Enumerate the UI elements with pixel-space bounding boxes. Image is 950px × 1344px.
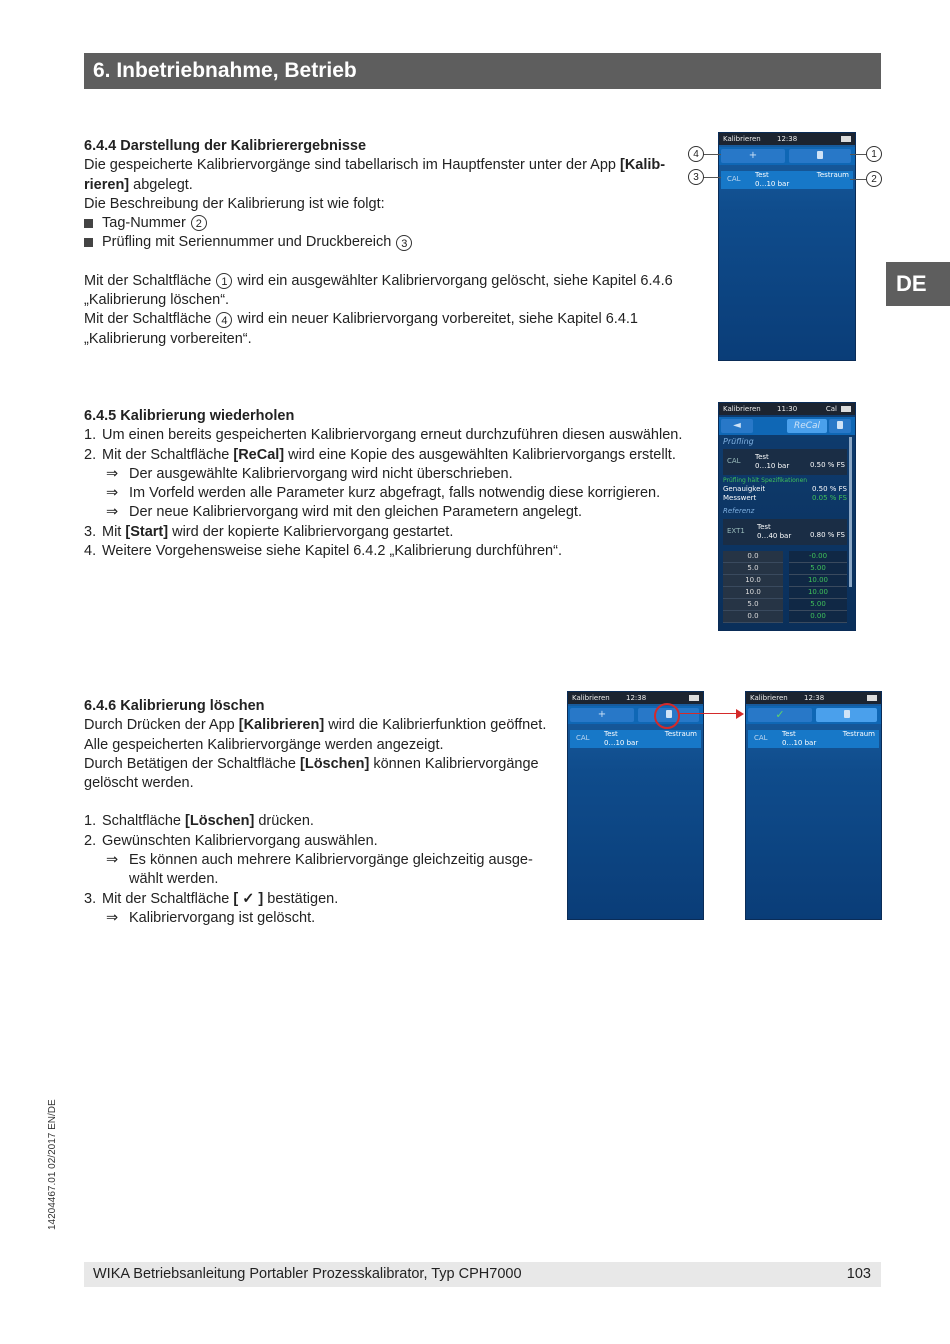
text: Mit der Schaltfläche [84, 272, 216, 289]
text: Mit der Schaltfläche [102, 446, 234, 463]
callout-4: 4 [688, 146, 704, 162]
bullet-item [84, 214, 684, 233]
calibration-row[interactable] [570, 730, 701, 748]
paragraph [84, 272, 684, 291]
dut-name: Test [755, 453, 769, 461]
copy-button[interactable] [829, 419, 851, 433]
recal-button[interactable]: ReCal [787, 419, 827, 433]
tag-number: EXT1 [727, 527, 745, 535]
leader-line [850, 179, 866, 180]
delete-button[interactable] [816, 708, 877, 722]
text-bold: rieren] [84, 176, 130, 193]
setpoint-column [723, 551, 783, 623]
device-screen-recal [718, 402, 856, 631]
status-label: Cal [825, 405, 837, 413]
row-name: Test [782, 730, 796, 738]
result-item: ⇒ Der neue Kalibriervorgang wird mit den gleichen Parametern angelegt. [106, 504, 582, 521]
app-name: Kalibrieren [723, 135, 761, 143]
text: Kalibriervorgang ist gelöscht. [129, 909, 316, 926]
label: Messwert [723, 494, 757, 502]
value: 0.50 % FS [811, 485, 847, 493]
paragraph: Alle gespeicherten Kalibriervorgänge werden angezeigt. [84, 736, 444, 753]
section-heading: 6.4.6 Kalibrierung löschen [84, 698, 265, 714]
text: Der ausgewählte Kalibriervorgang wird nicht überschrieben. [129, 465, 513, 482]
add-button[interactable]: + [570, 708, 634, 722]
callout-number: 3 [396, 235, 412, 251]
text: Der neue Kalibriervorgang wird mit den gleichen Parametern angelegt. [129, 504, 582, 521]
clock: 12:38 [626, 694, 647, 702]
ref-name: Test [757, 523, 771, 531]
list-item: 3. Mit [Start] wird der kopierte Kalibriervorgang gestartet. [84, 523, 454, 540]
text-bold: [Kalib- [620, 157, 666, 174]
text: wird ein ausgewählter Kalibriervorgang gelöscht, siehe Kapitel 6.4.6 [233, 272, 673, 289]
text: Durch Drücken der App [84, 717, 239, 734]
text: gelöscht werden. [84, 775, 194, 792]
section-6-4-6 [84, 697, 554, 928]
callout-number: 1 [216, 273, 232, 289]
text-bold: [Kalibrieren] [238, 717, 325, 734]
row-info [604, 730, 638, 748]
cell: 5.00 [789, 599, 847, 611]
back-button[interactable]: ◄ [721, 419, 753, 433]
leader-line [703, 154, 721, 155]
tag-number: CAL [576, 734, 590, 742]
cell: 10.0 [723, 575, 783, 587]
highlight-circle [654, 703, 680, 729]
ref-accuracy: 0.80 % FS [809, 531, 845, 539]
dut-accuracy: 0.50 % FS [809, 461, 845, 469]
row-info [755, 171, 789, 189]
text: Weitere Vorgehensweise siehe Kapitel 6.4.2 „Kalibrierung durchführen“. [102, 543, 562, 560]
dut-heading: Prüfling [723, 437, 754, 446]
row-location: Testraum [842, 730, 875, 738]
delete-button[interactable] [789, 149, 851, 163]
cell: 5.0 [723, 563, 783, 575]
battery-icon [689, 695, 699, 701]
ref-range: 0…40 bar [757, 532, 792, 540]
text: wird der kopierte Kalibriervorgang gestartet. [168, 523, 454, 540]
reference-card [723, 519, 847, 545]
paragraph [84, 755, 554, 794]
trash-icon [844, 710, 850, 718]
text: wird die Kalibrierfunktion geöffnet. [324, 717, 547, 734]
calibration-row[interactable] [748, 730, 879, 748]
paragraph [84, 156, 684, 195]
arrow-head-icon [736, 709, 744, 719]
text: drücken. [254, 813, 314, 830]
text: Durch Betätigen der Schaltfläche [84, 755, 301, 772]
scrollbar[interactable] [849, 437, 852, 587]
spec-status: Prüfling hält Spezifikationen [723, 477, 808, 484]
text: wird eine Kopie des ausgewählten Kalibriervorgangs erstellt. [284, 446, 676, 463]
text: Gewünschten Kalibriervorgang auswählen. [102, 832, 378, 849]
text: Mit der Schaltfläche [84, 311, 216, 328]
cell: 5.0 [723, 599, 783, 611]
text-bold: [ReCal] [233, 446, 285, 463]
tag-number: CAL [727, 457, 741, 465]
trash-icon [817, 151, 823, 159]
clock: 12:38 [777, 135, 798, 143]
status-bar [719, 133, 855, 145]
reference-heading: Referenz [723, 507, 755, 515]
result-item: ⇒ Es können auch mehrere Kalibriervorgänge gleichzeitig ausge- wählt werden. [106, 852, 533, 888]
app-name: Kalibrieren [750, 694, 788, 702]
section-heading: 6.4.4 Darstellung der Kalibrierergebnisse [84, 138, 367, 154]
toolbar [746, 706, 881, 724]
app-name: Kalibrieren [723, 405, 761, 413]
text: Prüfling mit Seriennummer und Druckbereich [102, 234, 396, 251]
page-number: 103 [846, 1266, 871, 1282]
bullet-item [84, 233, 684, 252]
calibration-row[interactable] [721, 171, 853, 189]
text: Mit [102, 523, 126, 540]
toolbar [719, 147, 855, 165]
callout-1: 1 [866, 146, 882, 162]
language-tab: DE [886, 262, 950, 306]
cell: -0.00 [789, 551, 847, 563]
cell: 10.00 [789, 587, 847, 599]
row-location: Testraum [664, 730, 697, 738]
cell: 0.0 [723, 551, 783, 563]
text: Es können auch mehrere Kalibriervorgänge gleichzeitig ausge- [129, 852, 533, 869]
text: Mit der Schaltfläche [102, 890, 234, 907]
battery-icon [841, 136, 851, 142]
result-item: ⇒ Kalibriervorgang ist gelöscht. [106, 909, 316, 926]
measured-column [789, 551, 847, 623]
text: Um einen bereits gespeicherten Kalibriervorgang erneut durchzuführen diesen auswählen. [102, 427, 683, 444]
status-bar [568, 692, 703, 704]
copy-icon [837, 421, 843, 429]
paragraph: „Kalibrierung vorbereiten“. [84, 330, 252, 347]
text: wird ein neuer Kalibriervorgang vorbereitet, siehe Kapitel 6.4.1 [233, 311, 638, 328]
cell: 10.00 [789, 575, 847, 587]
text: Tag-Nummer [102, 215, 190, 232]
battery-icon [841, 406, 851, 412]
status-bar [719, 403, 855, 415]
text: abgelegt. [129, 176, 193, 193]
row-name: Test [755, 171, 769, 179]
footer-text: WIKA Betriebsanleitung Portabler Prozesskalibrator, Typ CPH7000 [93, 1266, 522, 1282]
list-item: 2. Mit der Schaltfläche [ReCal] wird eine Kopie des ausgewählten Kalibriervorgangs erstellt. [84, 446, 676, 463]
cell: 0.00 [789, 611, 847, 623]
tag-number: CAL [754, 734, 768, 742]
dut-range: 0…10 bar [755, 462, 790, 470]
text: Die gespeicherte Kalibriervorgänge sind tabellarisch im Hauptfenster unter der App [84, 157, 620, 174]
row-range: 0…10 bar [604, 739, 639, 747]
cell: 10.0 [723, 587, 783, 599]
row-name: Test [604, 730, 618, 738]
section-6-4-5 [84, 407, 694, 561]
text-bold: [Löschen] [300, 755, 370, 772]
paragraph: „Kalibrierung löschen“. [84, 292, 230, 309]
device-screen-overview [718, 132, 856, 361]
status-bar [746, 692, 881, 704]
device-screen-delete-before [567, 691, 704, 920]
arrow-line [680, 713, 738, 714]
row-range: 0…10 bar [782, 739, 817, 747]
tag-number: CAL [727, 175, 741, 183]
paragraph [84, 716, 554, 735]
list-item: 2. Gewünschten Kalibriervorgang auswählen. [84, 832, 378, 849]
device-screen-delete-after [745, 691, 882, 920]
toolbar [719, 417, 855, 435]
ref-info [757, 523, 791, 541]
list-item: 1. Schaltfläche [Löschen] drücken. [84, 813, 314, 830]
callout-3: 3 [688, 169, 704, 185]
dut-card [723, 449, 847, 475]
text: bestätigen. [263, 890, 339, 907]
document-code: 14204467.01 02/2017 EN/DE [47, 1099, 58, 1230]
row-location: Testraum [816, 171, 849, 179]
text-bold: [ ✓ ] [233, 890, 264, 907]
result-item: ⇒ Der ausgewählte Kalibriervorgang wird nicht überschrieben. [106, 465, 513, 482]
row-range: 0…10 bar [755, 180, 790, 188]
add-button[interactable]: + [721, 149, 785, 163]
text: Schaltfläche [102, 813, 186, 830]
footer [84, 1262, 881, 1287]
toolbar [568, 706, 703, 724]
text: Im Vorfeld werden alle Parameter kurz abgefragt, falls notwendig diese korrigieren. [129, 485, 661, 502]
label: Genauigkeit [723, 485, 766, 493]
confirm-button[interactable]: ✓ [748, 708, 812, 722]
app-name: Kalibrieren [572, 694, 610, 702]
text: können Kalibriervorgänge [369, 755, 539, 772]
section-heading: 6.4.5 Kalibrierung wiederholen [84, 408, 295, 424]
paragraph [84, 310, 684, 329]
leader-line [703, 177, 721, 178]
callout-number: 2 [191, 215, 207, 231]
cell: 5.00 [789, 563, 847, 575]
accuracy-block [723, 485, 847, 503]
section-6-4-4 [84, 137, 684, 349]
clock: 11:30 [777, 405, 798, 413]
list-item: 1. Um einen bereits gespeicherten Kalibriervorgang erneut durchzuführen diesen auswählen. [84, 427, 683, 444]
leader-line [850, 154, 866, 155]
callout-2: 2 [866, 171, 882, 187]
page-title: 6. Inbetriebnahme, Betrieb [84, 53, 881, 89]
text-bold: [Löschen] [185, 813, 255, 830]
text: wählt werden. [129, 871, 219, 888]
list-item: 3. Mit der Schaltfläche [ ✓ ] bestätigen. [84, 890, 339, 907]
list-item: 4. Weitere Vorgehensweise siehe Kapitel 6.4.2 „Kalibrierung durchführen“. [84, 543, 562, 560]
row-info [782, 730, 816, 748]
cell: 0.0 [723, 611, 783, 623]
callout-number: 4 [216, 312, 232, 328]
value: 0.05 % FS [811, 494, 847, 502]
dut-info [755, 453, 789, 471]
paragraph: Die Beschreibung der Kalibrierung ist wie folgt: [84, 195, 385, 212]
clock: 12:38 [804, 694, 825, 702]
text-bold: [Start] [125, 523, 169, 540]
battery-icon [867, 695, 877, 701]
result-item: ⇒ Im Vorfeld werden alle Parameter kurz abgefragt, falls notwendig diese korrigieren. [106, 485, 661, 502]
